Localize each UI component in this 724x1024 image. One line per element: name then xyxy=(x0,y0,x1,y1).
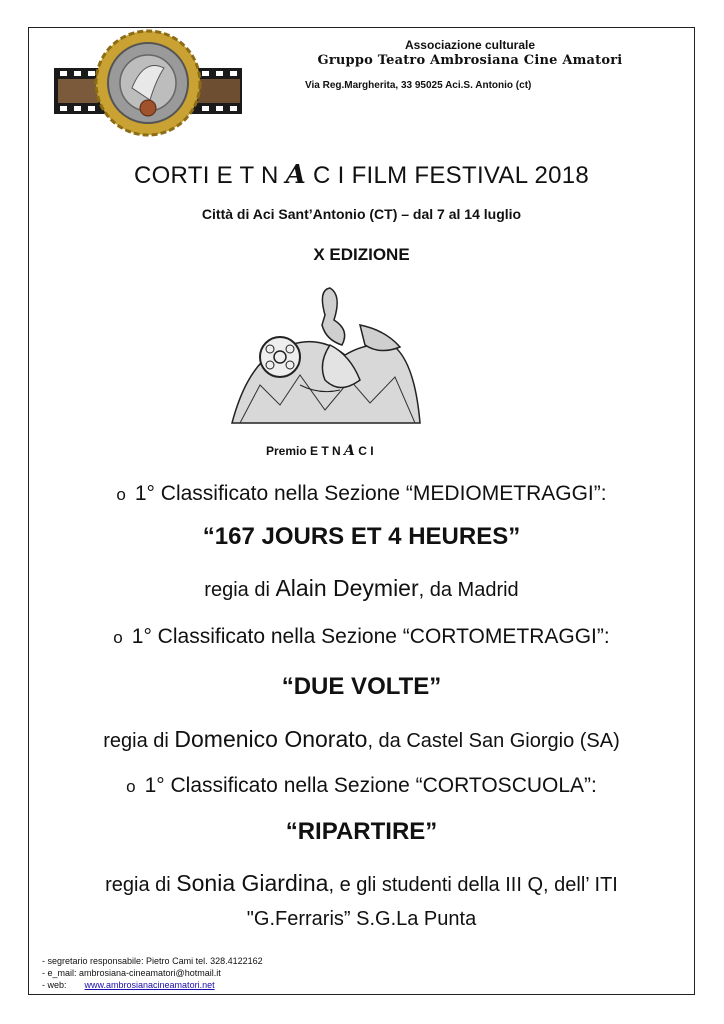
footer-secretary: - segretario responsabile: Pietro Cami tel. 328.4122162 xyxy=(42,956,263,966)
award-director-line: regia di Sonia Giardina, e gli studenti della III Q, dell’ ITI xyxy=(105,870,618,896)
premio-stylized-a: A xyxy=(344,443,355,459)
bullet-icon: o xyxy=(113,628,123,647)
festival-edition: X EDIZIONE xyxy=(313,245,410,264)
association-label: Associazione culturale xyxy=(404,38,536,52)
director-name: Domenico Onorato xyxy=(174,726,368,752)
association-address: Via Reg.Margherita, 33 95025 Aci.S. Antonio (ct) xyxy=(305,80,532,91)
bullet-icon: o xyxy=(126,777,136,796)
trophy-sculpture-icon xyxy=(230,285,422,425)
award-section-line: o 1° Classificato nella Sezione “MEDIOMETRAGGI”: xyxy=(116,482,607,505)
award-film-title: “RIPARTIRE” xyxy=(285,818,438,845)
award-section-line: o 1° Classificato nella Sezione “CORTOMETRAGGI”: xyxy=(113,625,610,648)
award-director-line-continued: "G.Ferraris” S.G.La Punta xyxy=(246,908,477,930)
premio-label: Premio E T N A C I xyxy=(266,443,374,459)
festival-place-dates: Città di Aci Sant’Antonio (CT) – dal 7 al 14 luglio xyxy=(201,206,522,222)
website-link[interactable]: www.ambrosianacineamatori.net xyxy=(84,980,215,990)
association-header xyxy=(250,38,690,68)
festival-title-stylized-a: A xyxy=(285,160,307,190)
award-director-line: regia di Alain Deymier, da Madrid xyxy=(204,575,519,601)
award-film-title: “167 JOURS ET 4 HEURES” xyxy=(202,523,521,550)
footer-contacts xyxy=(42,955,263,991)
footer-web: - web: www.ambrosianacineamatori.net xyxy=(42,980,215,990)
director-name: Sonia Giardina xyxy=(176,870,329,896)
footer-email: - e_mail: ambrosiana-cineamatori@hotmail.it xyxy=(42,968,221,978)
award-director-line: regia di Domenico Onorato, da Castel San Giorgio (SA) xyxy=(103,726,620,752)
festival-title: CORTI E T N A C I FILM FESTIVAL 2018 xyxy=(133,160,590,190)
bullet-icon: o xyxy=(116,485,126,504)
award-film-title: “DUE VOLTE” xyxy=(281,673,442,700)
award-section-line: o 1° Classificato nella Sezione “CORTOSCUOLA”: xyxy=(126,774,597,797)
association-name: Gruppo Teatro Ambrosiana Cine Amatori xyxy=(317,53,623,68)
association-logo-icon xyxy=(52,28,244,138)
director-name: Alain Deymier xyxy=(275,575,419,601)
